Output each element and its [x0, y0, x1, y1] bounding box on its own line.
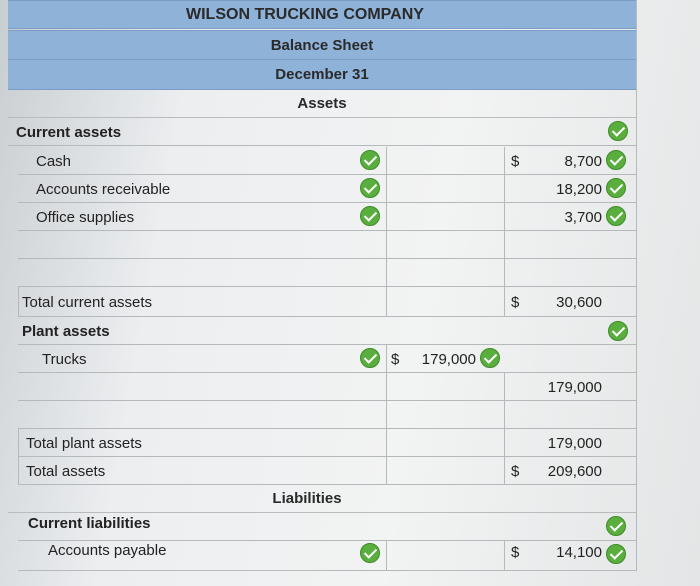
table-row: [18, 345, 636, 373]
currency-symbol: $: [511, 544, 520, 561]
middle-amount-cell[interactable]: [386, 259, 504, 286]
plant-assets-subtotal: 179,000: [547, 379, 602, 396]
total-assets-amount: 209,600: [547, 463, 602, 480]
office-supplies-label: Office supplies: [36, 209, 135, 226]
accounts-receivable-label: Accounts receivable: [36, 181, 171, 198]
total-plant-assets-row: [18, 429, 636, 457]
cash-label: Cash: [36, 153, 72, 170]
accounts-receivable-amount-cell[interactable]: [504, 175, 604, 202]
empty-row: [18, 259, 636, 287]
middle-amount-cell[interactable]: [386, 541, 504, 570]
middle-amount-cell[interactable]: [386, 457, 504, 484]
right-amount-cell[interactable]: [504, 259, 604, 286]
current-liabilities-heading-row: [18, 513, 636, 541]
accounts-receivable-amount: 18,200: [556, 181, 602, 198]
total-current-assets-amount: 30,600: [556, 294, 602, 311]
office-supplies-amount: 3,700: [564, 209, 602, 226]
middle-amount-cell[interactable]: [386, 287, 504, 316]
total-plant-assets-label: Total plant assets: [26, 435, 142, 452]
total-current-assets-cell[interactable]: [504, 287, 604, 316]
middle-amount-cell[interactable]: [386, 373, 504, 400]
check-circle-icon: [606, 516, 626, 536]
trucks-label: Trucks: [42, 351, 87, 368]
table-row: [18, 541, 636, 571]
assets-heading: Assets: [8, 89, 636, 118]
middle-amount-cell[interactable]: [386, 147, 504, 174]
middle-amount-cell[interactable]: [386, 429, 504, 456]
total-assets-row: [18, 457, 636, 485]
middle-amount-cell[interactable]: [386, 401, 504, 428]
middle-amount-cell[interactable]: [386, 175, 504, 202]
trucks-amount-cell[interactable]: [386, 345, 504, 372]
trucks-amount: 179,000: [421, 351, 476, 368]
table-row: [18, 373, 636, 401]
check-circle-icon: [606, 150, 626, 170]
total-plant-assets-cell[interactable]: [504, 429, 604, 456]
right-amount-cell[interactable]: [504, 231, 604, 258]
plant-assets-subtotal-cell[interactable]: [504, 373, 604, 400]
check-circle-icon: [360, 150, 380, 170]
right-amount-cell[interactable]: [504, 401, 604, 428]
currency-symbol: $: [511, 294, 520, 311]
statement-title: Balance Sheet: [8, 30, 636, 61]
accounts-payable-label: Accounts payable: [48, 542, 167, 559]
currency-symbol: $: [511, 463, 520, 480]
middle-amount-cell[interactable]: [386, 231, 504, 258]
statement-date: December 31: [8, 59, 636, 90]
current-assets-heading: Current assets: [16, 124, 122, 141]
plant-assets-heading-row: [18, 317, 636, 345]
current-liabilities-heading: Current liabilities: [28, 515, 151, 532]
row-border: [18, 429, 19, 485]
currency-symbol: $: [511, 153, 520, 170]
total-assets-cell[interactable]: [504, 457, 604, 484]
check-circle-icon: [360, 543, 380, 563]
company-name: WILSON TRUCKING COMPANY: [8, 0, 636, 29]
cash-amount-cell[interactable]: [504, 147, 604, 174]
check-circle-icon: [606, 206, 626, 226]
check-circle-icon: [360, 178, 380, 198]
check-circle-icon: [360, 348, 380, 368]
empty-row: [18, 231, 636, 259]
middle-amount-cell[interactable]: [386, 203, 504, 230]
empty-row: [18, 401, 636, 429]
total-plant-assets-amount: 179,000: [547, 435, 602, 452]
table-right-border: [636, 0, 637, 571]
check-circle-icon: [608, 121, 628, 141]
currency-symbol: $: [391, 351, 400, 368]
row-border: [18, 287, 19, 317]
check-circle-icon: [606, 544, 626, 564]
total-current-assets-label: Total current assets: [22, 294, 153, 311]
total-assets-label: Total assets: [26, 463, 106, 480]
current-assets-heading-row: [8, 118, 636, 146]
check-circle-icon: [480, 348, 500, 368]
liabilities-heading: Liabilities: [8, 485, 636, 513]
table-row: [18, 175, 636, 203]
check-circle-icon: [608, 321, 628, 341]
total-current-assets-row: [18, 287, 636, 317]
check-circle-icon: [360, 206, 380, 226]
accounts-payable-amount-cell[interactable]: [504, 541, 604, 570]
check-circle-icon: [606, 178, 626, 198]
plant-assets-heading: Plant assets: [22, 323, 110, 340]
accounts-payable-amount: 14,100: [556, 544, 602, 561]
table-row: [18, 147, 636, 175]
office-supplies-amount-cell[interactable]: [504, 203, 604, 230]
cash-amount: 8,700: [564, 153, 602, 170]
table-row: [18, 203, 636, 231]
